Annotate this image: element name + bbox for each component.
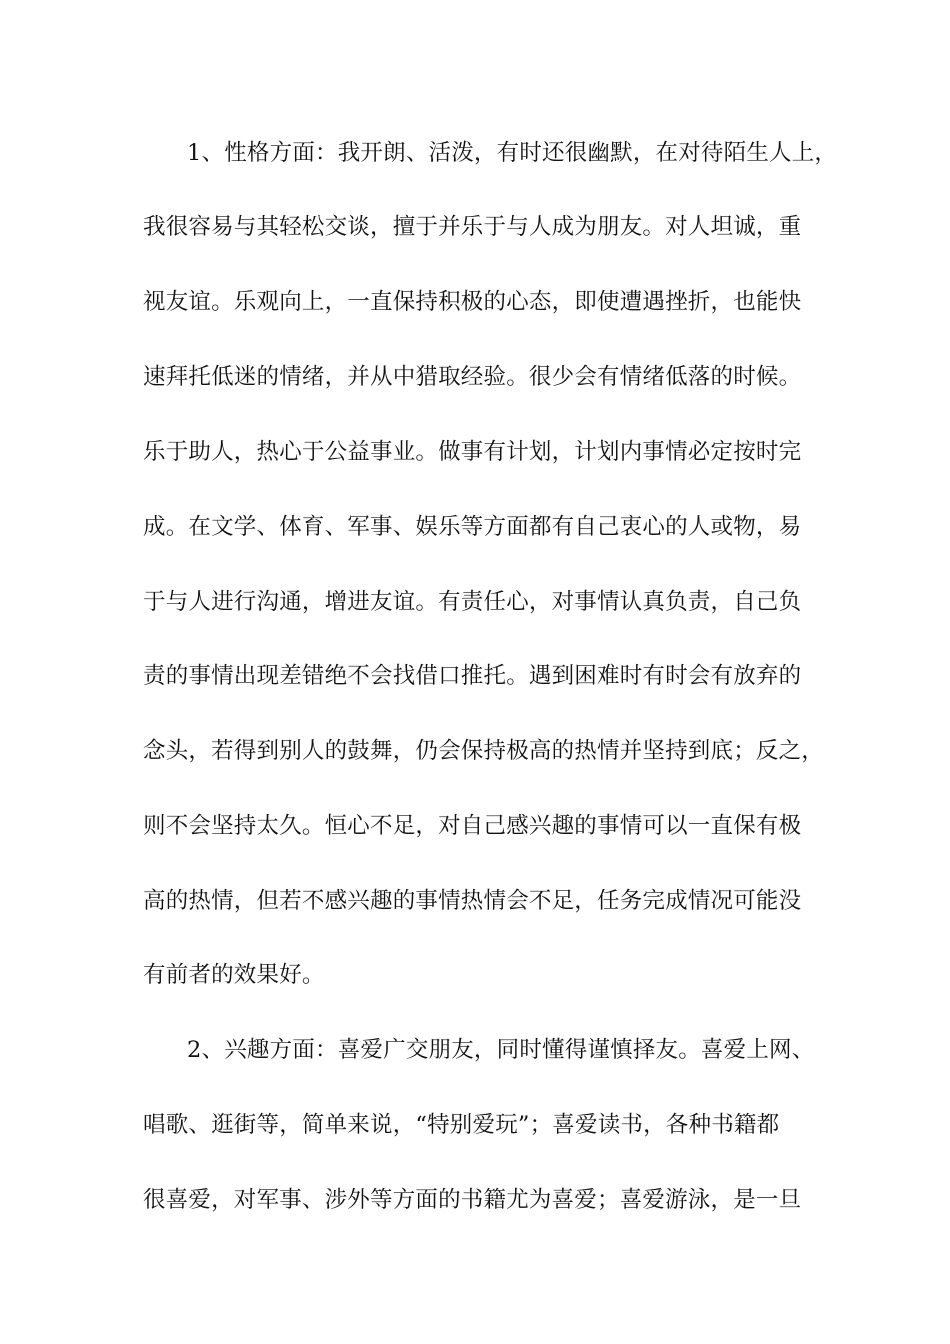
paragraph-2-line-3: 很喜爱，对军事、涉外等方面的书籍尤为喜爱；喜爱游泳，是一旦 bbox=[143, 1187, 802, 1213]
paragraph-1-line-5: 乐于助人，热心于公益事业。做事有计划，计划内事情必定按时完 bbox=[143, 439, 802, 465]
paragraph-1-line-2: 我很容易与其轻松交谈，擅于并乐于与人成为朋友。对人坦诚，重 bbox=[143, 214, 802, 240]
paragraph-1-line-7: 于与人进行沟通，增进友谊。有责任心，对事情认真负责，自己负 bbox=[143, 589, 802, 615]
paragraph-1-line-4: 速拜托低迷的情绪，并从中猎取经验。很少会有情绪低落的时候。 bbox=[143, 364, 802, 390]
paragraph-1-line-9: 念头，若得到别人的鼓舞，仍会保持极高的热情并坚持到底；反之， bbox=[143, 738, 825, 764]
paragraph-1-line-1: 1、性格方面：我开朗、活泼，有时还很幽默，在对待陌生人上， bbox=[187, 140, 838, 166]
paragraph-1-line-6: 成。在文学、体育、军事、娱乐等方面都有自己衷心的人或物，易 bbox=[143, 514, 802, 540]
paragraph-1-line-3: 视友谊。乐观向上，一直保持积极的心态，即使遭遇挫折，也能快 bbox=[143, 289, 802, 315]
paragraph-1-line-12: 有前者的效果好。 bbox=[143, 962, 325, 988]
paragraph-1-line-11: 高的热情，但若不感兴趣的事情热情会不足，任务完成情况可能没 bbox=[143, 888, 802, 914]
paragraph-2-line-2: 唱歌、逛街等，简单来说，“特别爱玩”；喜爱读书，各种书籍都 bbox=[143, 1112, 780, 1138]
paragraph-1-line-8: 责的事情出现差错绝不会找借口推托。遇到困难时有时会有放弃的 bbox=[143, 663, 802, 689]
paragraph-2-line-1: 2、兴趣方面：喜爱广交朋友，同时懂得谨慎择友。喜爱上网、 bbox=[187, 1037, 815, 1063]
paragraph-1-line-10: 则不会坚持太久。恒心不足，对自己感兴趣的事情可以一直保有极 bbox=[143, 813, 802, 839]
